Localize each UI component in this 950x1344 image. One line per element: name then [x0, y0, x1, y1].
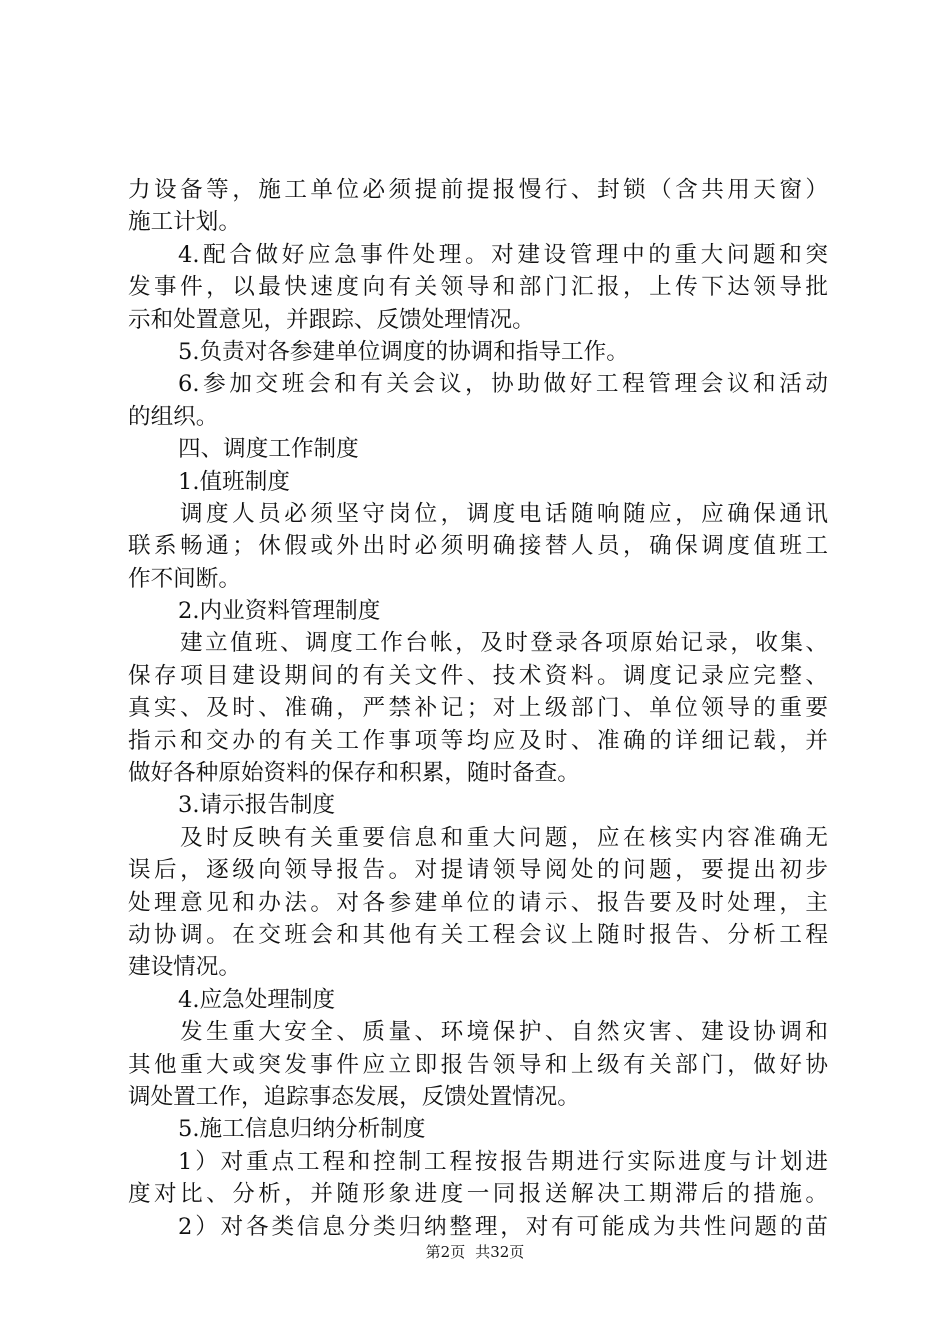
paragraph-line: 6.参加交班会和有关会议，协助做好工程管理会议和活动 [178, 371, 828, 398]
subsection-heading: 4.应急处理制度 [178, 986, 336, 1013]
paragraph-line: 做好各种原始资料的保存和积累，随时备查。 [128, 760, 580, 787]
subsection-heading: 1.值班制度 [178, 468, 290, 495]
paragraph-line: 发事件，以最快速度向有关领导和部门汇报，上传下达领导批 [128, 274, 828, 301]
paragraph-line: 的组织。 [128, 403, 219, 430]
subsection-heading: 5.施工信息归纳分析制度 [178, 1116, 426, 1143]
paragraph-line: 度对比、分析，并随形象进度一同报送解决工期滞后的措施。 [128, 1181, 828, 1208]
paragraph-line: 发生重大安全、质量、环境保护、自然灾害、建设协调和 [180, 1019, 828, 1046]
paragraph-line: 施工计划。 [128, 209, 241, 236]
paragraph-line: 2）对各类信息分类归纳整理，对有可能成为共性问题的苗 [178, 1213, 828, 1240]
paragraph-line: 1）对重点工程和控制工程按报告期进行实际进度与计划进 [178, 1148, 828, 1175]
paragraph-line: 调处置工作，追踪事态发展，反馈处置情况。 [128, 1083, 580, 1110]
paragraph-line: 保存项目建设期间的有关文件、技术资料。调度记录应完整、 [128, 662, 828, 689]
paragraph-line: 联系畅通；休假或外出时必须明确接替人员，确保调度值班工 [128, 533, 828, 560]
page-footer [0, 1242, 950, 1262]
paragraph-line: 及时反映有关重要信息和重大问题，应在核实内容准确无 [180, 824, 828, 851]
paragraph-line: 示和处置意见，并跟踪、反馈处理情况。 [128, 306, 535, 333]
paragraph-line: 指示和交办的有关工作事项等均应及时、准确的详细记载，并 [128, 727, 828, 754]
paragraph-line: 建设情况。 [128, 954, 241, 981]
section-heading: 四、调度工作制度 [178, 436, 359, 463]
paragraph-line: 建立值班、调度工作台帐，及时登录各项原始记录，收集、 [180, 630, 828, 657]
paragraph-line: 5.负责对各参建单位调度的协调和指导工作。 [178, 338, 629, 365]
paragraph-line: 调度人员必须坚守岗位，调度电话随响随应，应确保通讯 [180, 500, 828, 527]
paragraph-line: 4.配合做好应急事件处理。对建设管理中的重大问题和突 [178, 241, 828, 268]
page-number: 第2页 [425, 1243, 466, 1261]
paragraph-line: 其他重大或突发事件应立即报告领导和上级有关部门，做好协 [128, 1051, 828, 1078]
page-total: 共32页 [475, 1243, 525, 1261]
paragraph-line: 处理意见和办法。对各参建单位的请示、报告要及时处理，主 [128, 889, 828, 916]
subsection-heading: 2.内业资料管理制度 [178, 598, 381, 625]
paragraph-line: 力设备等，施工单位必须提前提报慢行、封锁（含共用天窗） [128, 177, 828, 203]
paragraph-line: 作不间断。 [128, 565, 241, 592]
paragraph-line: 动协调。在交班会和其他有关工程会议上随时报告、分析工程 [128, 921, 828, 948]
paragraph-line: 真实、及时、准确，严禁补记；对上级部门、单位领导的重要 [128, 695, 828, 722]
paragraph-line: 误后，逐级向领导报告。对提请领导阅处的问题，要提出初步 [128, 857, 828, 884]
document-body [128, 174, 828, 1243]
subsection-heading: 3.请示报告制度 [178, 792, 336, 819]
